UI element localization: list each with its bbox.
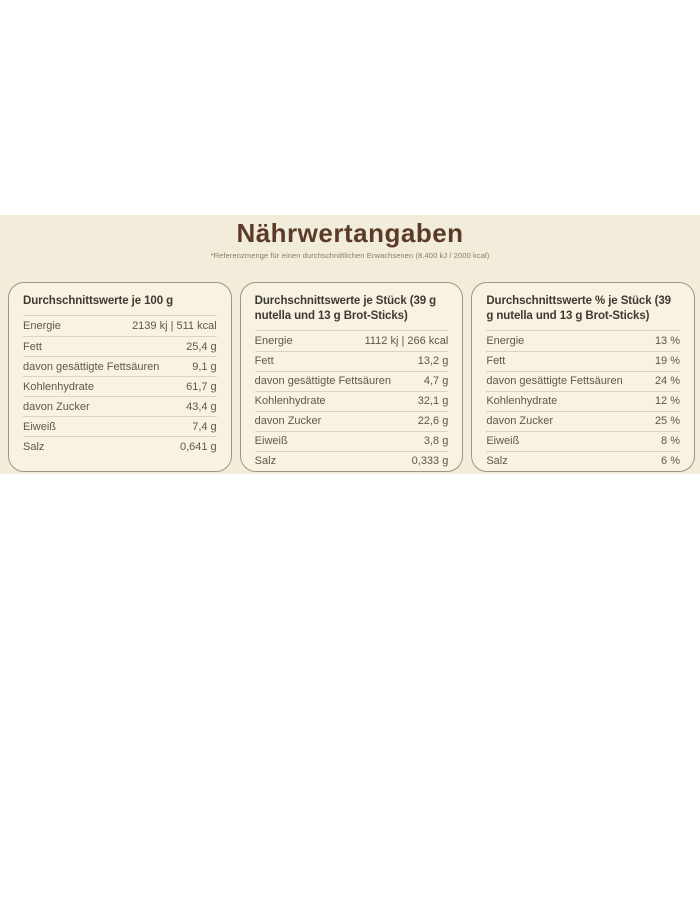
table-row [486,391,680,411]
row-value: 19 % [654,355,681,368]
row-value: 43,4 g [186,400,217,413]
reference-note: *Referenzmenge für einen durchschnittlichen Erwachsenen (8.400 kJ / 2000 kcal) [210,251,490,261]
row-value: 6 % [661,455,681,468]
row-label: Fett [486,355,506,368]
row-value: 25,4 g [186,340,217,353]
table-row [23,336,217,356]
nutrition-section [0,215,700,474]
card-body [255,331,449,471]
row-value: 22,6 g [417,415,449,428]
card-header: Durchschnittswerte je Stück (39 g nutella und 13 g Brot-Sticks) [255,292,449,330]
table-row [23,376,217,396]
table-row [23,416,217,436]
card-header: Durchschnittswerte % je Stück (39 g nutella und 13 g Brot-Sticks) [486,292,680,330]
nutrition-cards [0,282,700,472]
row-value: 0,333 g [411,455,449,468]
row-value: 4,7 g [423,375,449,388]
card-body [23,316,217,456]
row-label: Energie [486,334,525,347]
row-label: davon Zucker [486,415,553,428]
row-value: 12 % [654,395,681,408]
nutrition-card-1 [8,282,232,472]
nutrition-card-3 [471,282,695,472]
row-value: 8 % [661,435,681,448]
row-label: Fett [254,355,274,368]
row-value: 7,4 g [192,420,217,433]
row-label: davon Zucker [254,415,322,428]
row-value: 61,7 g [186,380,217,393]
row-label: Salz [23,440,45,453]
table-row [255,371,449,391]
row-label: Fett [23,340,42,353]
row-label: Salz [486,455,508,468]
row-value: 24 % [654,375,681,388]
row-value: 9,1 g [192,360,217,373]
card-body [486,331,680,471]
table-row [23,396,217,416]
table-row [486,351,680,371]
row-value: 32,1 g [417,395,449,408]
table-row [486,431,680,451]
table-row [23,356,217,376]
row-label: Eiweiß [23,420,57,433]
row-value: 13 % [654,334,681,347]
table-row [486,331,680,351]
row-label: Energie [23,320,61,333]
row-label: Salz [254,455,277,468]
row-value: 25 % [654,415,681,428]
row-label: Kohlenhydrate [486,395,558,408]
nutrition-card-2 [240,282,464,472]
table-row [255,431,449,451]
row-label: davon gesättigte Fettsäuren [254,375,392,388]
row-label: davon gesättigte Fettsäuren [23,360,160,373]
row-label: Energie [254,334,293,347]
table-row [255,451,449,471]
row-label: davon gesättigte Fettsäuren [486,375,623,388]
table-row [255,411,449,431]
row-label: Eiweiß [486,435,520,448]
table-row [23,316,217,336]
row-value: 1112 kj | 266 kcal [364,334,449,347]
card-header: Durchschnittswerte je 100 g [23,292,217,316]
table-row [486,411,680,431]
table-row [255,331,449,351]
row-value: 0,641 g [179,440,217,453]
table-row [23,436,217,456]
table-row [255,391,449,411]
row-label: Kohlenhydrate [23,380,94,393]
row-value: 3,8 g [423,435,449,448]
table-row [255,351,449,371]
row-value: 13,2 g [417,355,449,368]
row-label: Eiweiß [254,435,288,448]
table-row [486,371,680,391]
page-title: Nährwertangaben [236,218,464,248]
row-label: Kohlenhydrate [254,395,326,408]
row-label: davon Zucker [23,400,90,413]
table-row [486,451,680,471]
row-value: 2139 kj | 511 kcal [132,320,217,333]
